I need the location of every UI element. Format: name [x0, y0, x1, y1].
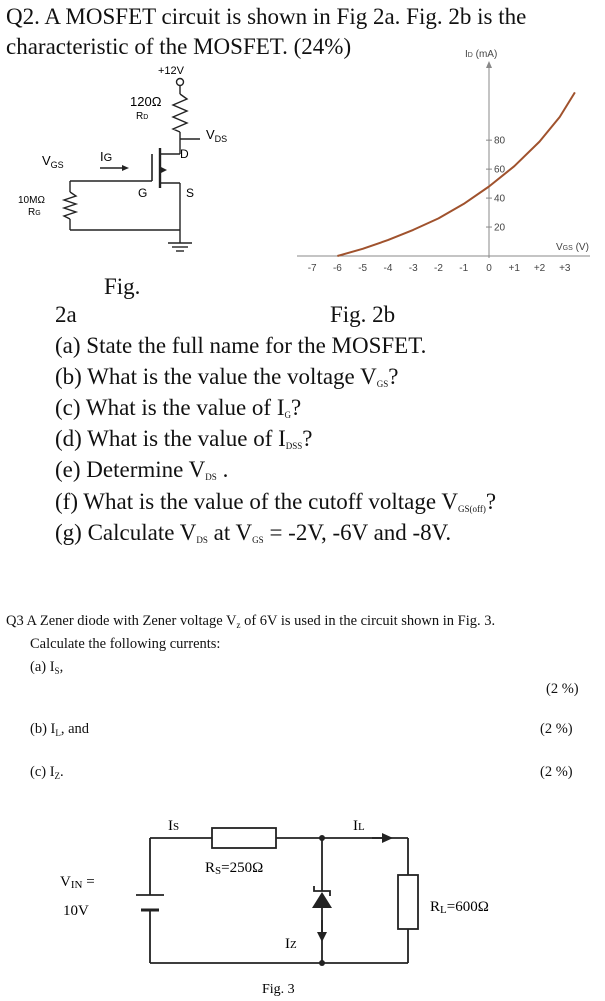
q2-question-a: (a) State the full name for the MOSFET.	[55, 333, 427, 358]
x-tick-label: -4	[383, 263, 393, 274]
transfer-curve	[337, 92, 575, 256]
y-axis-arrow	[486, 61, 492, 68]
y-axis-label: ID (mA)	[465, 49, 498, 60]
x-tick-label: -5	[358, 263, 368, 274]
y-tick-label: 20	[494, 222, 506, 234]
y-tick-label: 40	[494, 193, 506, 205]
x-tick-label: 0	[486, 263, 492, 274]
q3-intro-line2: Calculate the following currents:	[30, 636, 221, 652]
q3-part-b-marks: (2 %)	[540, 721, 573, 737]
vdd-terminal	[177, 79, 184, 86]
fig2a-mosfet-circuit	[0, 60, 300, 265]
rd-label: RD	[136, 111, 149, 122]
iz-label: IZ	[285, 936, 297, 952]
fig2a-caption-line1: Fig.	[104, 274, 141, 299]
vdd-label: +12V	[158, 65, 184, 77]
rg-resistor	[64, 192, 76, 219]
x-tick-label: +3	[559, 263, 571, 274]
rg-label: RG	[28, 207, 41, 218]
q2-title-line1: Q2. A MOSFET circuit is shown in Fig 2a. Fig. 2b is the	[6, 4, 527, 29]
fig3-caption: Fig. 3	[262, 982, 295, 997]
gate-label: G	[138, 186, 148, 200]
x-tick-label: -1	[459, 263, 469, 274]
q2-question-g: (g) Calculate $V_{DS}$ at $V_{GS} = -2V$, -6V and -8V.	[55, 520, 452, 545]
y-tick-label: 80	[494, 135, 506, 147]
q2-question-e: (e) Determine $V_{DS}$ .	[55, 457, 229, 482]
vgs-label: $V_{GS}$	[42, 153, 64, 170]
y-tick-label: 60	[494, 164, 506, 176]
ig-label: IG	[100, 149, 113, 164]
x-tick-label: -6	[332, 263, 342, 274]
rl-label: RL=600Ω	[430, 899, 489, 916]
rl-resistor	[398, 875, 418, 929]
q2-question-f: (f) What is the value of the cutoff voltage $V_{GS(off)}$?	[55, 489, 497, 514]
q2-question-c: (c) What is the value of $I_G$?	[55, 395, 302, 420]
is-label: IS	[168, 818, 180, 834]
q3-part-b: (b) $I_L$, and	[30, 721, 90, 738]
q2-title-line2: characteristic of the MOSFET. (24%)	[6, 34, 352, 59]
q2-question-b: (b) What is the value the voltage $V_{GS}$?	[55, 364, 399, 389]
vin-value: 10V	[63, 903, 89, 919]
q3-part-a-marks: (2 %)	[546, 681, 579, 697]
fig2a-caption-line2: 2a	[55, 302, 77, 327]
il-label: IL	[353, 818, 365, 834]
drain-label: D	[180, 147, 189, 161]
rs-label: RS=250Ω	[205, 860, 264, 877]
x-tick-label: -3	[408, 263, 418, 274]
x-tick-label: +1	[508, 263, 520, 274]
x-tick-label: -7	[307, 263, 317, 274]
x-tick-label: -2	[434, 263, 443, 274]
iz-arrow-icon	[317, 932, 327, 942]
rg-value: 10MΩ	[18, 195, 45, 206]
x-axis-label: VGS (V)	[556, 242, 589, 253]
il-arrow-icon	[382, 833, 393, 843]
q3-intro-line1: Q3 A Zener diode with Zener voltage $V_z$ of 6V is used in the circuit shown in Fig. 3.	[6, 613, 496, 630]
fig2b-transfer-chart	[285, 49, 605, 280]
rs-resistor	[212, 828, 276, 848]
q2-question-d: (d) What is the value of $I_{DSS}$?	[55, 426, 313, 451]
rd-resistor	[173, 94, 187, 132]
fig2b-caption: Fig. 2b	[330, 302, 396, 327]
vin-label: VIN =	[60, 874, 95, 891]
q3-part-a: (a) $I_S$,	[30, 659, 64, 676]
rd-value: 120Ω	[130, 94, 162, 109]
vds-label: $V_{DS}$	[206, 127, 228, 144]
fig3-zener-circuit	[0, 800, 605, 1000]
x-tick-label: +2	[533, 263, 546, 274]
source-label: S	[186, 186, 195, 200]
q3-part-c-marks: (2 %)	[540, 764, 573, 780]
mosfet-arrow	[161, 167, 167, 173]
q3-part-c: (c) $I_Z$.	[30, 764, 64, 781]
zener-diode-icon	[312, 892, 332, 908]
